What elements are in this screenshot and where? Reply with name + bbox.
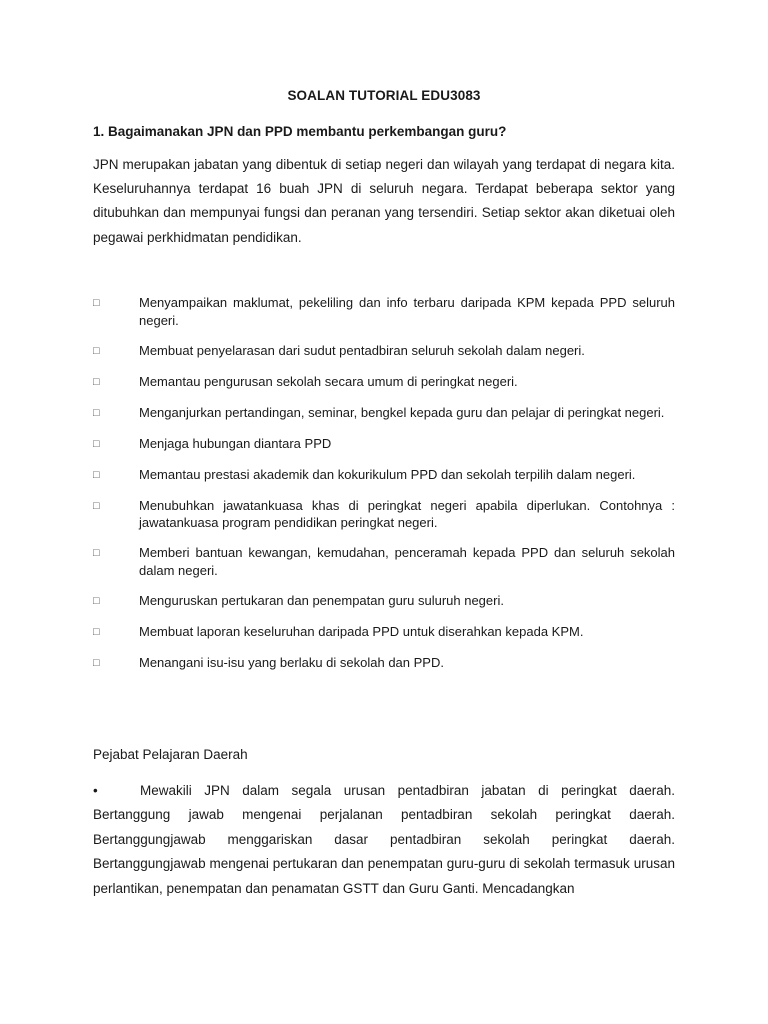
checkbox-bullet-icon: □: [93, 468, 100, 481]
checkbox-bullet-icon: □: [93, 594, 100, 607]
jpn-role-list: [93, 294, 675, 685]
list-item-text: Membuat laporan keseluruhan daripada PPD untuk diserahkan kepada KPM.: [139, 623, 584, 639]
list-item: [93, 592, 675, 611]
checkbox-bullet-icon: □: [93, 437, 100, 450]
list-item: [93, 294, 675, 329]
section-paragraph-text: Mewakili JPN dalam segala urusan pentadbiran jabatan di peringkat daerah. Bertanggung jawab mengenai perjalanan pentadbiran sekolah peringkat daerah. Bertanggungjawab menggariskan dasar pentadbiran sekolah peringkat daerah. Bertanggungjawab mengenai pertukaran dan penempatan guru-guru di sekolah termasuk urusan perlantikan, penempatan dan penamatan GSTT dan Guru Ganti. Mencadangkan: [93, 783, 675, 896]
section-heading: Pejabat Pelajaran Daerah: [93, 747, 248, 762]
list-item: [93, 404, 675, 423]
list-item-text: Memantau pengurusan sekolah secara umum di peringkat negeri.: [139, 373, 518, 389]
checkbox-bullet-icon: □: [93, 344, 100, 357]
checkbox-bullet-icon: □: [93, 297, 100, 309]
list-item: [93, 435, 675, 454]
list-item-text: Memantau prestasi akademik dan kokurikulum PPD dan sekolah terpilih dalam negeri.: [139, 466, 636, 482]
question-heading: 1. Bagaimanakan JPN dan PPD membantu perkembangan guru?: [93, 124, 507, 139]
checkbox-bullet-icon: □: [93, 499, 100, 512]
checkbox-bullet-icon: □: [93, 375, 100, 388]
section-paragraph: [93, 779, 675, 901]
list-item: [93, 373, 675, 392]
list-item-text: Menangani isu-isu yang berlaku di sekolah dan PPD.: [139, 654, 444, 670]
checkbox-bullet-icon: □: [93, 406, 100, 419]
list-item: [93, 342, 675, 361]
checkbox-bullet-icon: □: [93, 547, 100, 559]
dot-bullet-icon: •: [93, 783, 98, 798]
list-item: [93, 544, 675, 579]
checkbox-bullet-icon: □: [93, 625, 100, 638]
list-item-text: Menyampaikan maklumat, pekeliling dan info terbaru daripada KPM kepada PPD seluruh negeri.: [139, 295, 675, 328]
list-item-text: Menjaga hubungan diantara PPD: [139, 435, 332, 451]
list-item: [93, 497, 675, 532]
list-item-text: Menguruskan pertukaran dan penempatan guru suluruh negeri.: [139, 592, 504, 608]
list-item-text: Membuat penyelarasan dari sudut pentadbiran seluruh sekolah dalam negeri.: [139, 342, 585, 358]
list-item-text: Menganjurkan pertandingan, seminar, bengkel kepada guru dan pelajar di peringkat negeri.: [139, 404, 665, 420]
list-item: [93, 623, 675, 642]
document-title: SOALAN TUTORIAL EDU3083: [287, 88, 481, 103]
list-item-text: Memberi bantuan kewangan, kemudahan, penceramah kepada PPD dan seluruh sekolah dalam negeri.: [139, 545, 675, 578]
intro-paragraph: JPN merupakan jabatan yang dibentuk di setiap negeri dan wilayah yang terdapat di negara kita. Keseluruhannya terdapat 16 buah JPN di seluruh negara. Terdapat beberapa sektor yang ditubuhkan dan mempunyai fungsi dan peranan yang tersendiri. Setiap sektor akan diketuai oleh pegawai perkhidmatan pendidikan.: [93, 157, 675, 245]
list-item-text: Menubuhkan jawatankuasa khas di peringkat negeri apabila diperlukan. Contohnya : jawatankuasa program pendidikan peringkat negeri.: [139, 497, 675, 530]
list-item: [93, 466, 675, 485]
list-item: [93, 654, 675, 673]
checkbox-bullet-icon: □: [93, 656, 100, 669]
